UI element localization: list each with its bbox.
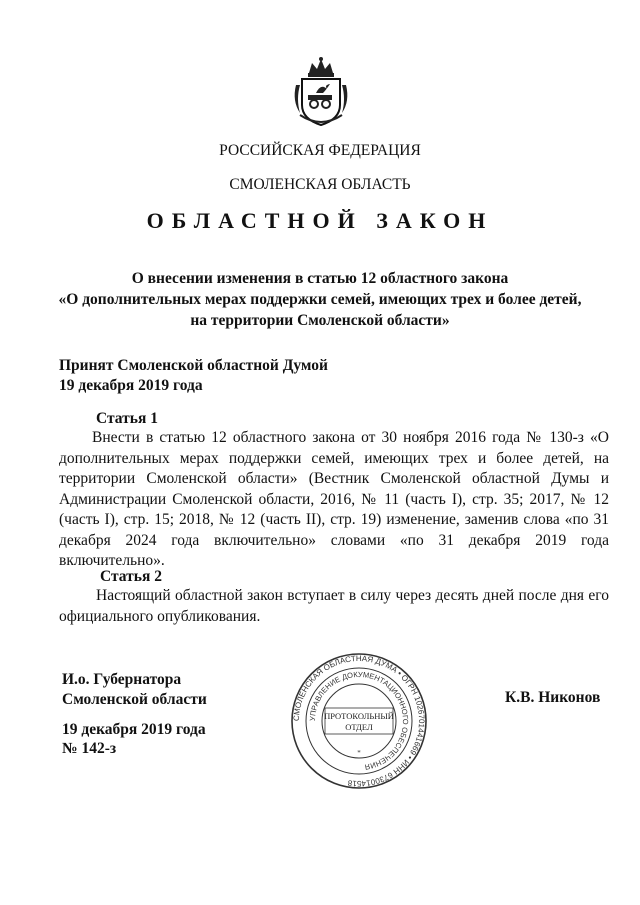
law-number: № 142-з bbox=[62, 740, 117, 757]
law-title-line: на территории Смоленской области» bbox=[190, 312, 450, 329]
seal-center-line: ПРОТОКОЛЬНЫЙ bbox=[324, 711, 394, 721]
article-2-body bbox=[59, 586, 609, 627]
signatory-position-line: И.о. Губернатора bbox=[62, 671, 182, 688]
article-1-body bbox=[59, 428, 609, 572]
coat-of-arms-icon bbox=[290, 55, 352, 127]
signatory-position-line: Смоленской области bbox=[62, 691, 207, 708]
article-2-text: Настоящий областной закон вступает в силу через десять дней после дня его официального опубликования. bbox=[59, 587, 609, 625]
country-name: РОССИЙСКАЯ ФЕДЕРАЦИЯ bbox=[219, 142, 421, 159]
official-seal-icon bbox=[290, 652, 428, 790]
adoption-body: Принят Смоленской областной Думой bbox=[59, 357, 328, 374]
law-title-line: «О дополнительных мерах поддержки семей, имеющих трех и более детей, bbox=[58, 291, 582, 308]
seal-center-line: ОТДЕЛ bbox=[345, 722, 373, 732]
region-name: СМОЛЕНСКАЯ ОБЛАСТЬ bbox=[229, 176, 411, 193]
signatory-name: К.В. Никонов bbox=[505, 689, 601, 706]
seal-outer-text: СМОЛЕНСКАЯ ОБЛАСТНАЯ ДУМА • ОГРН 1026701441669 • ИНН 6730014518 bbox=[291, 653, 427, 789]
adoption-info bbox=[59, 356, 328, 396]
document-type: ОБЛАСТНОЙ ЗАКОН bbox=[146, 208, 494, 233]
seal-inner-text: УПРАВЛЕНИЕ ДОКУМЕНТАЦИОННОГО ОБЕСПЕЧЕНИЯ bbox=[307, 669, 411, 772]
article-1-heading: Статья 1 bbox=[96, 410, 158, 427]
law-title bbox=[0, 268, 640, 331]
signatory-position bbox=[62, 670, 207, 710]
article-2-heading: Статья 2 bbox=[100, 568, 162, 585]
signing-info bbox=[62, 720, 206, 758]
seal-star-icon: * bbox=[357, 749, 361, 757]
adoption-date: 19 декабря 2019 года bbox=[59, 377, 203, 394]
article-1-text: Внести в статью 12 областного закона от 30 ноября 2016 года № 130-з «О дополнительных мерах поддержки семей, имеющих трех и более детей, на территории Смоленской области» (Вестник Смоленской областной Думы и Администрации Смоленской области, 2016, № 11 (часть I), стр. 35; 2017, № 12 (часть I), стр. 15; 2018, № 12 (часть II), стр. 19) изменение, заменив слова «по 31 декабря 2024 года включительно» словами «по 31 декабря 2019 года включительно». bbox=[59, 429, 609, 569]
law-title-line: О внесении изменения в статью 12 областного закона bbox=[131, 270, 509, 287]
signing-date: 19 декабря 2019 года bbox=[62, 721, 206, 738]
